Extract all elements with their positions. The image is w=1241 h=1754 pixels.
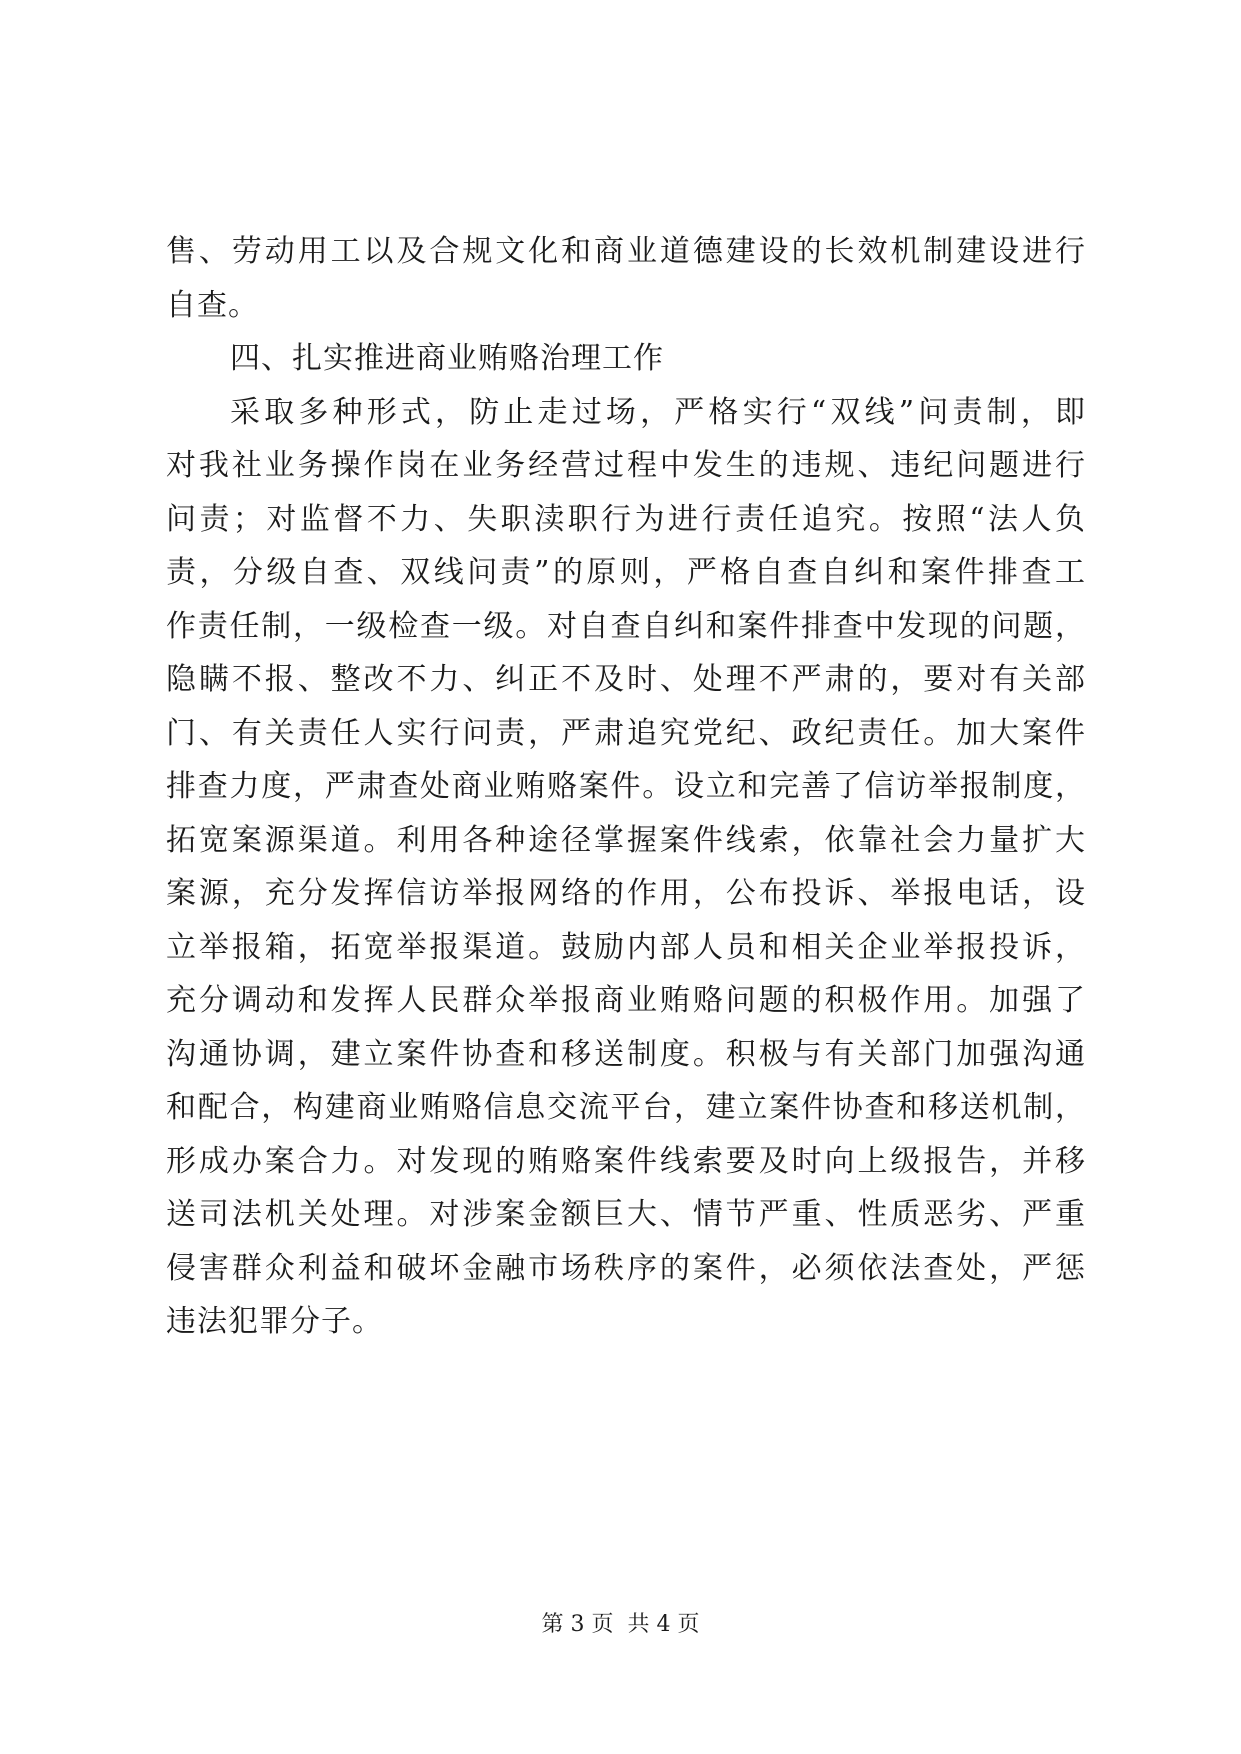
paragraph-line: 售、劳动用工以及合规文化和商业道德建设的长效机制建设进行: [166, 234, 1086, 269]
paragraph-line: 违法犯罪分子。: [166, 1304, 383, 1339]
paragraph-line: 沟通协调，建立案件协查和移送制度。积极与有关部门加强沟通: [166, 1036, 1086, 1072]
page-footer: [0, 1610, 1241, 1640]
page-number-label: 第 3 页 共 4 页: [541, 1612, 700, 1637]
paragraph-line: 自查。: [166, 287, 259, 323]
paragraph-line: 作责任制，一级检查一级。对自查自纠和案件排查中发现的问题，: [166, 608, 1086, 644]
paragraph-line: 问责；对监督不力、失职渎职行为进行责任追究。按照“法人负: [166, 501, 1086, 537]
document-body: [166, 225, 1086, 1349]
paragraph-line: 对我社业务操作岗在业务经营过程中发生的违规、违纪问题进行: [166, 448, 1086, 483]
paragraph-line: 充分调动和发挥人民群众举报商业贿赂问题的积极作用。加强了: [166, 983, 1086, 1018]
paragraph-line: 责，分级自查、双线问责”的原则，严格自查自纠和案件排查工: [166, 555, 1086, 590]
paragraph-line: 送司法机关处理。对涉案金额巨大、情节严重、性质恶劣、严重: [166, 1197, 1086, 1232]
paragraph-line: 采取多种形式，防止走过场，严格实行“双线”问责制，即: [230, 394, 1086, 430]
paragraph-line: 隐瞒不报、整改不力、纠正不及时、处理不严肃的，要对有关部: [166, 662, 1086, 697]
paragraph-line: 拓宽案源渠道。利用各种途径掌握案件线索，依靠社会力量扩大: [166, 822, 1086, 858]
paragraph-line: 立举报箱，拓宽举报渠道。鼓励内部人员和相关企业举报投诉，: [166, 929, 1086, 965]
paragraph-line: 排查力度，严肃查处商业贿赂案件。设立和完善了信访举报制度，: [166, 769, 1086, 804]
paragraph-line: 侵害群众利益和破坏金融市场秩序的案件，必须依法查处，严惩: [166, 1250, 1086, 1286]
section-heading: 四、扎实推进商业贿赂治理工作: [230, 341, 664, 376]
paragraph-line: 门、有关责任人实行问责，严肃追究党纪、政纪责任。加大案件: [166, 715, 1086, 751]
paragraph-line: 形成办案合力。对发现的贿赂案件线索要及时向上级报告，并移: [166, 1143, 1086, 1179]
paragraph-line: 案源，充分发挥信访举报网络的作用，公布投诉、举报电话，设: [166, 876, 1086, 911]
paragraph-line: 和配合，构建商业贿赂信息交流平台，建立案件协查和移送机制，: [166, 1090, 1086, 1125]
